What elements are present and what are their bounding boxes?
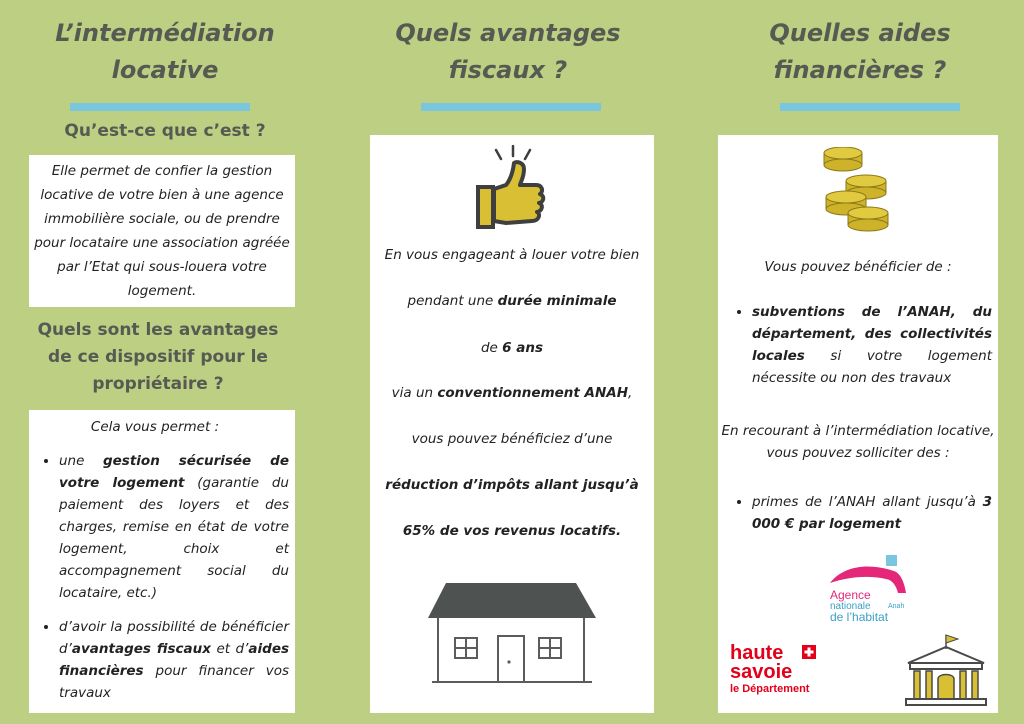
col3-title: Quelles aides financières ? (769, 19, 951, 84)
anah-logo: Agence nationale Anah de l’habitat (826, 553, 926, 633)
list-item: • une gestion sécurisée de votre logement (garantie du paiement des loyers et des charges, remise en état de votre logement, choix et accompagnement social du locataire, etc.) (59, 450, 289, 604)
house-icon (424, 582, 600, 686)
col3-accent-bar (780, 103, 960, 111)
col1-accent-bar (70, 103, 250, 111)
list-item: • subventions de l’ANAH, du département, des collectivités locales si votre logement nécessite ou non des travaux (752, 301, 992, 389)
col3-subsidies (724, 301, 992, 389)
col1-advantages-box (29, 410, 295, 713)
coins-icon (818, 147, 898, 233)
col2-accent-bar (421, 103, 601, 111)
col3-mid-line2: vous pouvez solliciter des : (766, 445, 950, 461)
col2-line5: vous pouvez bénéficiez d’une (411, 431, 613, 447)
col2-line1: En vous engageant à louer votre bien (384, 247, 640, 263)
col3-mid-line1: En recourant à l’intermédiation locative, (721, 423, 995, 439)
col3-subsidies-list (724, 301, 992, 389)
col1-definition-box: Elle permet de confier la gestion locative de votre bien à une agence immobilière sociale, ou de prendre pour locataire une association agréée par l’Etat qui sous-louera votre logement. (29, 155, 295, 307)
list-item: • primes de l’ANAH allant jusqu’à 3 000 € par logement (752, 491, 992, 535)
thumbs-up-icon (466, 145, 556, 235)
col2-title: Quels avantages fiscaux ? (395, 19, 621, 84)
col1-question-advantages: Quels sont les avantages de ce dispositif pour le propriétaire ? (37, 320, 279, 394)
col1-title: L’intermédiation locative (55, 19, 275, 84)
col3-primes-list (724, 491, 992, 535)
col2-fiscal-box (370, 135, 654, 713)
col2-line3: de 6 ans (480, 340, 544, 356)
col3-intro: Vous pouvez bénéficier de : (764, 259, 952, 275)
col2-line4: via un conventionnement ANAH, (391, 385, 633, 401)
col3-financial-box (718, 135, 998, 713)
col2-line7: 65% de vos revenus locatifs. (402, 523, 622, 539)
list-item: • d’avoir la possibilité de bénéficier d’avantages fiscaux et d’aides financières pour financer vos travaux (59, 616, 289, 704)
col1-advantages-list (39, 450, 289, 704)
anah-logo-mark (826, 553, 916, 593)
col2-line2: pendant une durée minimale (407, 293, 617, 309)
col1-question-what: Qu’est-ce que c’est ? (64, 121, 266, 141)
col1-advantages-intro: Cela vous permet : (90, 419, 220, 435)
col3-primes (724, 491, 992, 535)
col2-line6: réduction d’impôts allant jusqu’à (385, 477, 639, 493)
haute-savoie-logo: haute savoie le Département (730, 643, 840, 707)
town-hall-icon (904, 633, 988, 709)
swiss-cross-icon (802, 645, 816, 659)
